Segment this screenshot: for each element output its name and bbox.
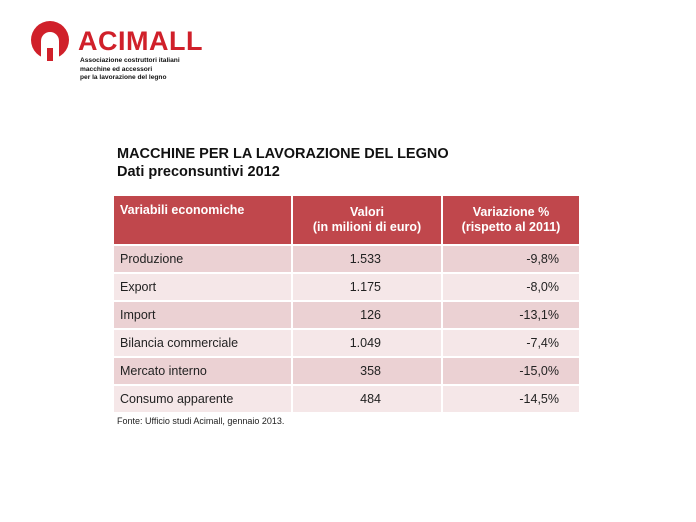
header-values xyxy=(292,196,442,245)
logo-subtitle xyxy=(80,57,180,83)
row-change: -7,4% xyxy=(442,329,579,357)
header-change-line2: (rispetto al 2011) xyxy=(461,220,561,234)
row-change: -14,5% xyxy=(442,385,579,413)
row-change: -15,0% xyxy=(442,357,579,385)
table-row xyxy=(114,357,579,385)
title-line-1: MACCHINE PER LA LAVORAZIONE DEL LEGNO xyxy=(117,146,449,162)
table-row xyxy=(114,273,579,301)
economic-data-table xyxy=(114,196,579,414)
logo-wordmark: ACIMALL xyxy=(78,26,203,56)
slide-title xyxy=(117,145,449,181)
row-change: -13,1% xyxy=(442,301,579,329)
header-variables xyxy=(114,196,292,245)
header-variables-label: Variabili economiche xyxy=(120,203,245,217)
row-value: 1.049 xyxy=(292,329,442,357)
acimall-circle-icon xyxy=(30,20,74,64)
table-row xyxy=(114,245,579,273)
header-change xyxy=(442,196,579,245)
row-value: 126 xyxy=(292,301,442,329)
row-label: Produzione xyxy=(114,245,292,273)
table-header-row xyxy=(114,196,579,245)
row-change: -8,0% xyxy=(442,273,579,301)
row-label: Import xyxy=(114,301,292,329)
table-row xyxy=(114,301,579,329)
table-row xyxy=(114,329,579,357)
row-value: 358 xyxy=(292,357,442,385)
acimall-logo xyxy=(30,20,230,90)
logo-subtitle-line: Associazione costruttori italiani xyxy=(80,57,180,64)
table-row xyxy=(114,385,579,413)
row-label: Consumo apparente xyxy=(114,385,292,413)
row-label: Export xyxy=(114,273,292,301)
row-value: 484 xyxy=(292,385,442,413)
row-change: -9,8% xyxy=(442,245,579,273)
row-value: 1.533 xyxy=(292,245,442,273)
row-label: Mercato interno xyxy=(114,357,292,385)
logo-subtitle-line: per la lavorazione del legno xyxy=(80,74,167,81)
row-label: Bilancia commerciale xyxy=(114,329,292,357)
title-line-2: Dati preconsuntivi 2012 xyxy=(117,164,280,180)
row-value: 1.175 xyxy=(292,273,442,301)
header-values-line2: (in milioni di euro) xyxy=(312,220,422,234)
logo-subtitle-line: macchine ed accessori xyxy=(80,65,153,73)
header-values-line1: Valori xyxy=(349,205,385,219)
source-note: Fonte: Ufficio studi Acimall, gennaio 2013. xyxy=(117,416,285,426)
header-change-line1: Variazione % xyxy=(472,205,550,219)
